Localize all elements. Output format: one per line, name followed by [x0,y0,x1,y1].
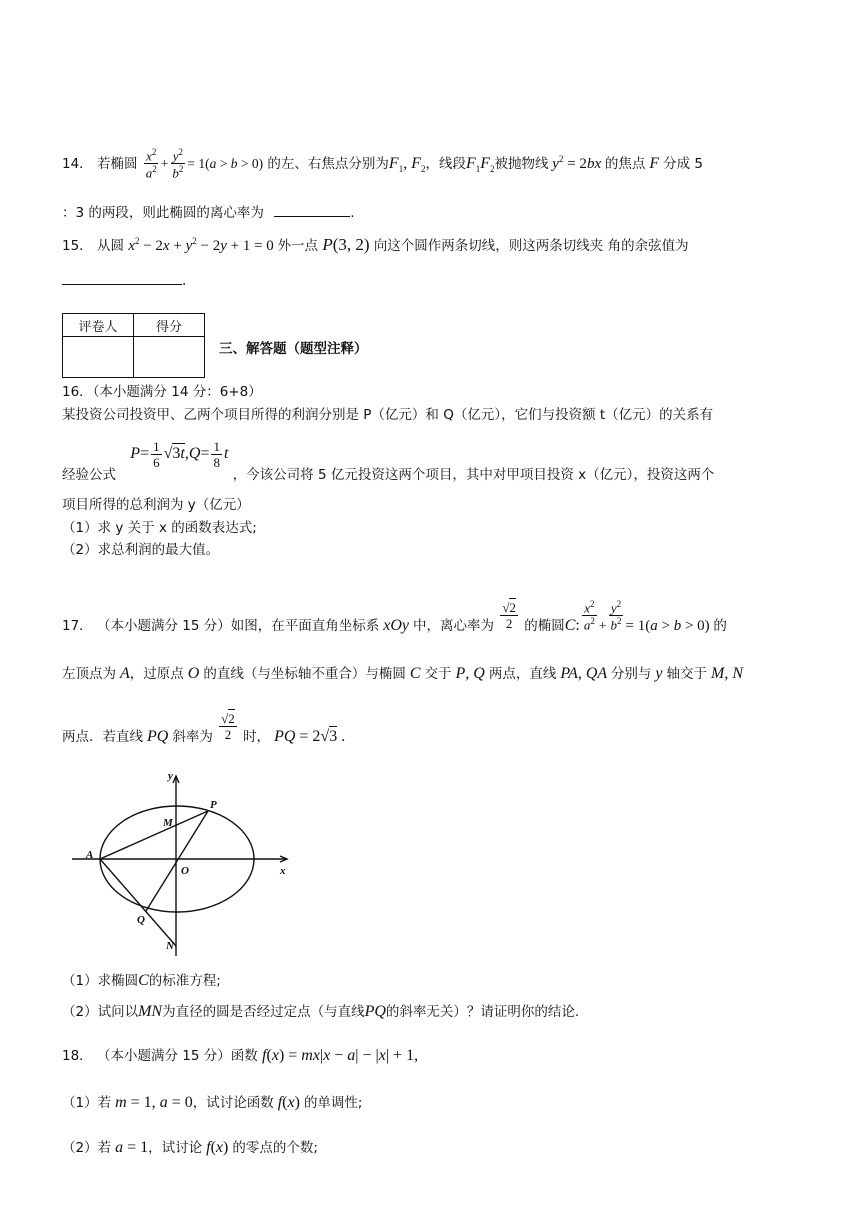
q17-line2-d: 交于 [424,666,452,682]
q18-number: 18． [62,1048,93,1064]
fig-label-x: x [280,865,286,877]
q16-part1: （1）求 y 关于 x 的函数表达式; [62,520,257,536]
q17-line2: 左顶点为 A，过原点 O 的直线（与坐标轴不重合）与椭圆 C 交于 P, Q 两点，直线 PA, QA 分别与 y 轴交于 M, N [62,665,743,682]
fig-label-O: O [181,865,189,877]
q17-line2-a: 左顶点为 [62,666,116,682]
q15-line1: 15． 从圆 $x^2 - 2x + y^2 - 2y + 1 = 0$ 外一点 P(3, 2) 向这个圆作两条切线，则这两条切线夹 角的余弦值为 [62,235,689,254]
q14-line2-text: ：3 的两段，则此椭圆的离心率为 [62,205,264,221]
answer-blank-15[interactable] [62,272,182,285]
q16-header-text: （本小题满分 14 分：6+8） [92,384,262,400]
q16-line2 [62,439,715,484]
q16-line3: 项目所得的总利润为 y（亿元） [62,497,250,513]
q17-line2-b: ，过原点 [129,666,184,682]
ellipse-y-fraction: $\frac{y^2}{b^2}$ [172,147,184,181]
fig-label-Q: Q [137,914,145,926]
line-PQ [146,811,208,911]
q17-line1: 17． （本小题满分 15 分）如图，在平面直角坐标系 xOy 中，离心率为 $\frac{√2}{2}$ 的椭圆C: $\frac{x^2}{a^2}$ + $\frac{y^2}{b^2}$ = 1(a > b > 0) 的 [62,599,727,634]
score-table [62,313,205,378]
q17-number: 17． [62,617,93,634]
q16-label: 经验公式 [62,467,116,484]
q17-part2-a: （2）试问以 [62,1004,139,1020]
q16-formula: P= $\frac{1}{6}$ √3t,Q= $\frac{1}{8}$ t [130,439,229,470]
fig-label-A: A [86,849,94,861]
q18-line1: 18． （本小题满分 15 分）函数 f(x) = mx|x − a| − |x| + 1, [62,1047,419,1064]
q17-line2-f: 分别与 [610,666,652,682]
q17-line3-b: 斜率为 [172,728,213,745]
q17-line3-c: 时， [243,728,271,745]
score-table-header-grader: 评卷人 [63,314,134,337]
q17-line3-a: 两点．若直线 [62,728,143,745]
q18-header: （本小题满分 15 分） [96,1048,231,1064]
q14-text-a: 若椭圆 [96,155,138,172]
ellipse-figure [62,766,302,961]
answer-blank-14[interactable] [274,204,350,217]
fig-label-y: y [168,770,173,782]
line-AN [100,859,176,946]
q17-part1-b: 的标准方程; [148,973,221,989]
q17-part2: （2）试问以MN为直径的圆是否经过定点（与直线PQ的斜率无关）？请证明你的结论. [62,1003,580,1020]
q18-part2: （2）若 a = 1，试讨论 f(x) 的零点的个数; [62,1139,318,1156]
q17-line3: 两点．若直线 PQ 斜率为 $\frac{√2}{2}$ 时， PQ = 2√3 . [62,711,346,745]
q15-text-a: 从圆 [96,238,124,254]
q17-line2-g: 轴交于 [666,666,707,682]
q17-part1: （1）求椭圆C的标准方程; [62,972,221,989]
q14-text-c: ，线段 [425,155,466,172]
q15-number: 15． [62,238,93,254]
q18-part1: （1）若 m = 1, a = 0，试讨论函数 f(x) 的单调性; [62,1094,363,1111]
q14-text-f: 分成 5 [663,155,704,172]
q17-text-c: 的椭圆 [524,617,565,634]
fig-label-P: P [210,799,217,811]
q17-line2-c: 的直线（与坐标轴不重合）与椭圆 [203,666,406,682]
q17-text-d: 的 [713,617,727,634]
q17-part2-b: 为直径的圆是否经过定点（与直线 [162,1004,365,1020]
section-3-title: 三、解答题（题型注释） [219,341,368,357]
fig-label-M: M [163,817,173,829]
q18-part2-c: 的零点的个数; [232,1140,318,1156]
q15-text-c: 向这个圆作两条切线，则这两条切线夹 角的余弦值为 [373,238,689,254]
q18-part1-b: ，试讨论函数 [192,1095,274,1111]
fig-label-N: N [166,940,174,952]
q16-header [62,384,262,400]
q16-line1: 某投资公司投资甲、乙两个项目所得的利润分别是 P（亿元）和 Q（亿元），它们与投资额 t（亿元）的关系有 [62,407,714,423]
q18-part2-b: ，试讨论 [148,1140,203,1156]
grader-cell[interactable] [63,337,134,378]
q18-part2-a: （2）若 [62,1140,112,1156]
q14-line1: 14． 若椭圆 $\frac{x^2}{a^2}$ + $\frac{y^2}{b^2}$ = 1(a > b > 0) 的左、右焦点分别为$F_1$, $F_2$，线段$F_1F_2$被抛物线 $y^2 = 2bx$ 的焦点 F 分成 5 [62,147,704,181]
q16-line2-rest: ，今该公司将 5 亿元投资这两个项目，其中对甲项目投资 x（亿元），投资这两个 [232,467,715,484]
q14-line2: ：3 的两段，则此椭圆的离心率为 . [62,205,355,221]
q16-part2: （2）求总利润的最大值。 [62,542,220,558]
q17-part1-a: （1）求椭圆 [62,973,139,989]
q17-header: （本小题满分 15 分） [96,617,231,634]
q18-part1-c: 的单调性; [303,1095,363,1111]
q14-number: 14． [62,155,93,172]
q14-text-b: 的左、右焦点分别为 [267,155,389,172]
q16-number: 16． [62,384,93,400]
q14-text-d: 被抛物线 [494,155,549,172]
q18-text-a: 函数 [230,1048,258,1064]
q17-text-a: 如图，在平面直角坐标系 [230,617,380,634]
score-table-header-score: 得分 [134,314,205,337]
q17-part2-c: 的斜率无关）？请证明你的结论. [385,1004,580,1020]
q17-line2-e: 两点，直线 [488,666,557,682]
ellipse-x-fraction: $\frac{x^2}{a^2}$ [145,147,157,181]
line-AP [100,811,208,859]
q15-text-b: 外一点 [277,238,319,254]
score-cell[interactable] [134,337,205,378]
q18-part1-a: （1）若 [62,1095,112,1111]
q17-text-b: 中，离心率为 [413,617,495,634]
q15-line2: . [62,272,186,289]
q14-text-e: 的焦点 [604,155,646,172]
